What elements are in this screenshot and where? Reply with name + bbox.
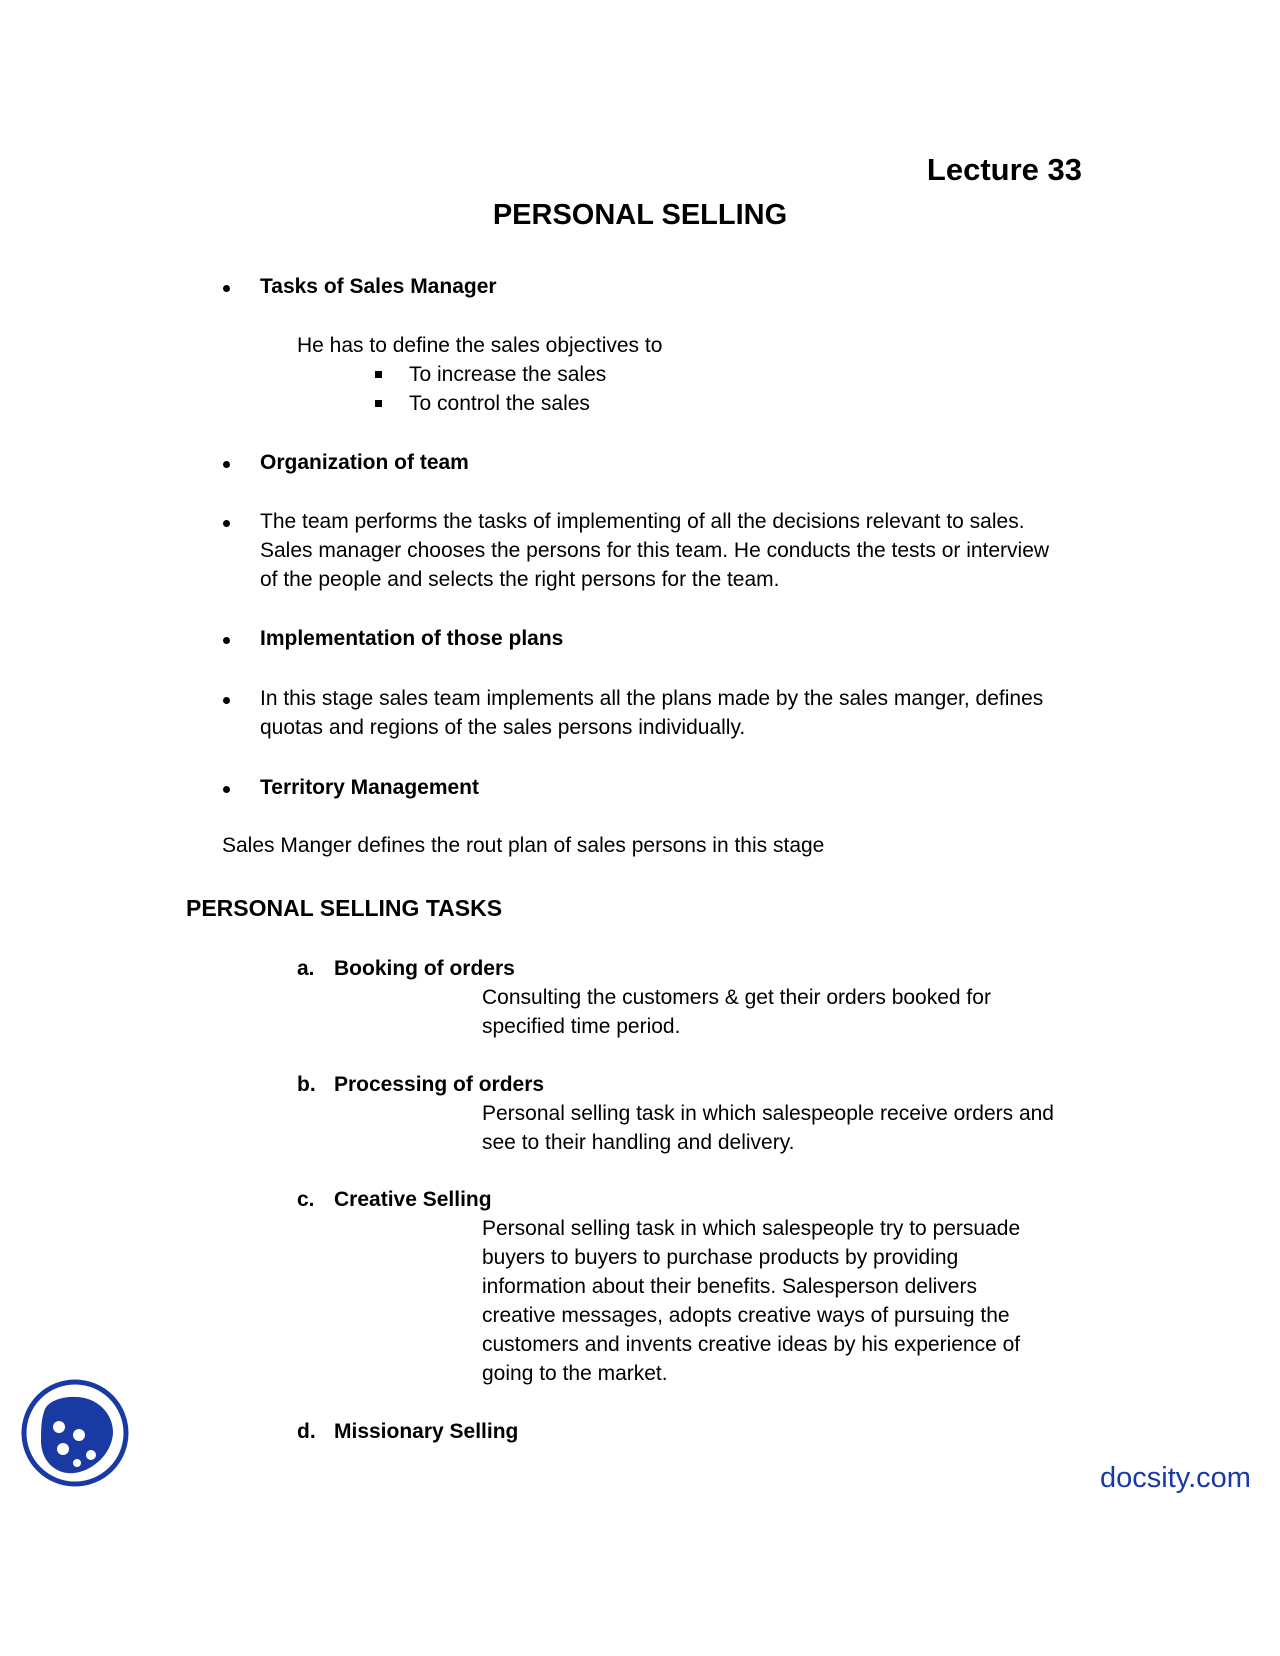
objectives-intro: He has to define the sales objectives to bbox=[297, 334, 663, 357]
square-bullet-icon bbox=[375, 400, 382, 407]
lecture-number: Lecture 33 bbox=[926, 152, 1082, 187]
bullet-heading-implementation: Implementation of those plans bbox=[260, 627, 564, 650]
task-label: d. bbox=[297, 1420, 316, 1443]
task-description-line: specified time period. bbox=[482, 1015, 681, 1038]
task-description-line: going to the market. bbox=[482, 1362, 668, 1385]
task-description-line: buyers to buyers to purchase products by providing bbox=[482, 1246, 959, 1269]
docsity-logo-icon bbox=[21, 1379, 129, 1487]
section-heading: PERSONAL SELLING TASKS bbox=[186, 895, 503, 921]
bullet-icon bbox=[223, 461, 230, 468]
task-label: c. bbox=[297, 1188, 315, 1211]
task-title: Creative Selling bbox=[334, 1188, 492, 1211]
page-title: PERSONAL SELLING bbox=[492, 199, 788, 231]
paragraph-line: In this stage sales team implements all the plans made by the sales manger, defines bbox=[260, 687, 1044, 710]
territory-text: Sales Manger defines the rout plan of sales persons in this stage bbox=[222, 834, 825, 857]
task-title: Booking of orders bbox=[334, 957, 515, 980]
task-label: b. bbox=[297, 1073, 316, 1096]
task-title: Processing of orders bbox=[334, 1073, 545, 1096]
bullet-icon bbox=[223, 637, 230, 644]
task-description-line: customers and invents creative ideas by his experience of bbox=[482, 1333, 1021, 1356]
task-description-line: Personal selling task in which salespeople try to persuade bbox=[482, 1217, 1021, 1240]
paragraph-line: The team performs the tasks of implementing of all the decisions relevant to sales. bbox=[260, 510, 1025, 533]
task-label: a. bbox=[297, 957, 315, 980]
bullet-heading-organization: Organization of team bbox=[260, 451, 469, 474]
task-description-line: information about their benefits. Salesperson delivers bbox=[482, 1275, 977, 1298]
task-title: Missionary Selling bbox=[334, 1420, 519, 1443]
square-bullet-icon bbox=[375, 371, 382, 378]
objective-item: To increase the sales bbox=[409, 363, 607, 386]
objective-item: To control the sales bbox=[409, 392, 590, 415]
task-description-line: Personal selling task in which salespeople receive orders and bbox=[482, 1102, 1054, 1125]
task-description-line: creative messages, adopts creative ways of pursuing the bbox=[482, 1304, 1010, 1327]
paragraph-line: Sales manager chooses the persons for this team. He conducts the tests or interview bbox=[260, 539, 1050, 562]
task-description-line: see to their handling and delivery. bbox=[482, 1131, 795, 1154]
task-description-line: Consulting the customers & get their orders booked for bbox=[482, 986, 991, 1009]
docsity-watermark[interactable]: docsity.com bbox=[1100, 1462, 1251, 1494]
paragraph-line: of the people and selects the right persons for the team. bbox=[260, 568, 780, 591]
bullet-icon bbox=[223, 285, 230, 292]
paragraph-line: quotas and regions of the sales persons individually. bbox=[260, 716, 746, 739]
bullet-heading-tasks: Tasks of Sales Manager bbox=[260, 275, 497, 298]
bullet-heading-territory: Territory Management bbox=[260, 776, 479, 799]
bullet-icon bbox=[223, 697, 230, 704]
bullet-icon bbox=[223, 520, 230, 527]
bullet-icon bbox=[223, 786, 230, 793]
